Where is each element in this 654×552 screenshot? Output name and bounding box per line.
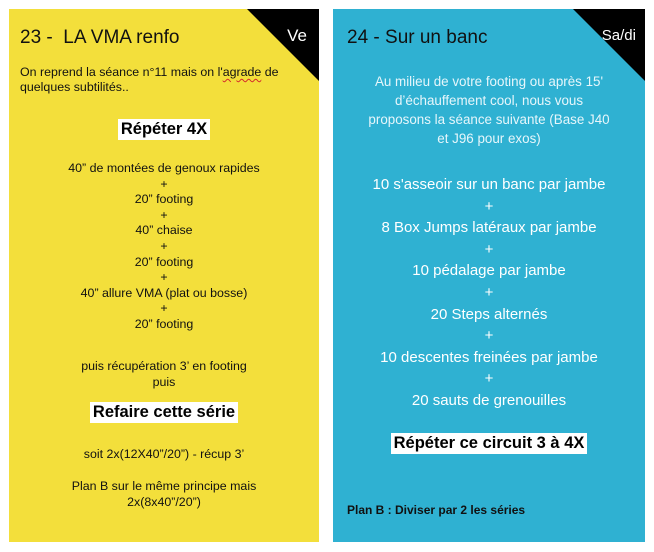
day-badge-label: Sa/di [601,27,636,44]
list-item: 20” footing [134,254,194,269]
repeat-label: Répéter ce circuit 3 à 4X [391,433,588,454]
plus-sign: + [160,301,168,316]
list-item: 20” footing [134,192,194,207]
intro-text [333,72,645,148]
intro-text [20,65,310,95]
repeat-heading [9,119,319,140]
plus-sign: + [484,327,494,345]
plan-b-line: Plan B sur le même principe mais [71,479,257,493]
vma-renfo-card [9,9,319,542]
list-item: 20 Steps alternés [430,305,548,323]
plan-b-line: 2x(8x40”/20”) [127,494,201,509]
intro-text-part: de quelques subtilités.. [20,65,279,94]
summary-text: soit 2x(12X40”/20”) - récup 3’ [83,447,245,461]
intro-text-part: On reprend la séance n°11 mais on l' [20,65,223,79]
plan-b-text: Plan B : Diviser par 2 les séries [347,503,526,517]
corner-triangle [573,9,645,81]
plus-sign: + [160,207,168,222]
list-item: 10 pédalage par jambe [412,262,566,280]
list-item: 8 Box Jumps latéraux par jambe [381,219,597,237]
plus-sign: + [484,240,494,258]
list-item: 40” chaise [135,223,193,238]
plus-sign: + [484,370,494,388]
plus-sign: + [484,197,494,215]
intro-line: Au milieu de votre footing ou après 15' [374,74,604,89]
plus-sign: + [484,283,494,301]
intro-line: et J96 pour exos) [437,131,541,146]
repeat-label: Répéter 4X [118,119,210,140]
steps-list [9,161,319,333]
list-item: 20” footing [134,316,194,331]
misspelled-word: agrade [222,65,262,79]
day-badge-label: Ve [287,26,307,45]
recovery-line: puis [152,374,176,389]
list-item: 40” de montées de genoux rapides [68,161,260,175]
recovery-text [9,359,319,390]
repeat-heading [333,433,645,454]
list-item: 40” allure VMA (plat ou bosse) [80,285,248,300]
exercises-list [333,174,645,412]
plus-sign: + [160,176,168,191]
redo-heading [9,402,319,423]
redo-label: Refaire cette série [90,402,238,423]
bench-card [333,9,645,542]
intro-line: proposons la séance suivante (Base J40 [368,112,610,127]
intro-line: d’échauffement cool, nous vous [394,93,584,108]
card-title: 23 - LA VMA renfo [20,27,180,48]
recovery-line: puis récupération 3’ en footing [81,359,247,373]
plus-sign: + [160,238,168,253]
plus-sign: + [160,270,168,285]
list-item: 10 descentes freinées par jambe [380,348,598,366]
plan-b-text [9,479,319,510]
list-item: 10 s'asseoir sur un banc par jambe [372,176,606,193]
list-item: 20 sauts de grenouilles [411,391,567,409]
card-title: 24 - Sur un banc [347,27,488,48]
